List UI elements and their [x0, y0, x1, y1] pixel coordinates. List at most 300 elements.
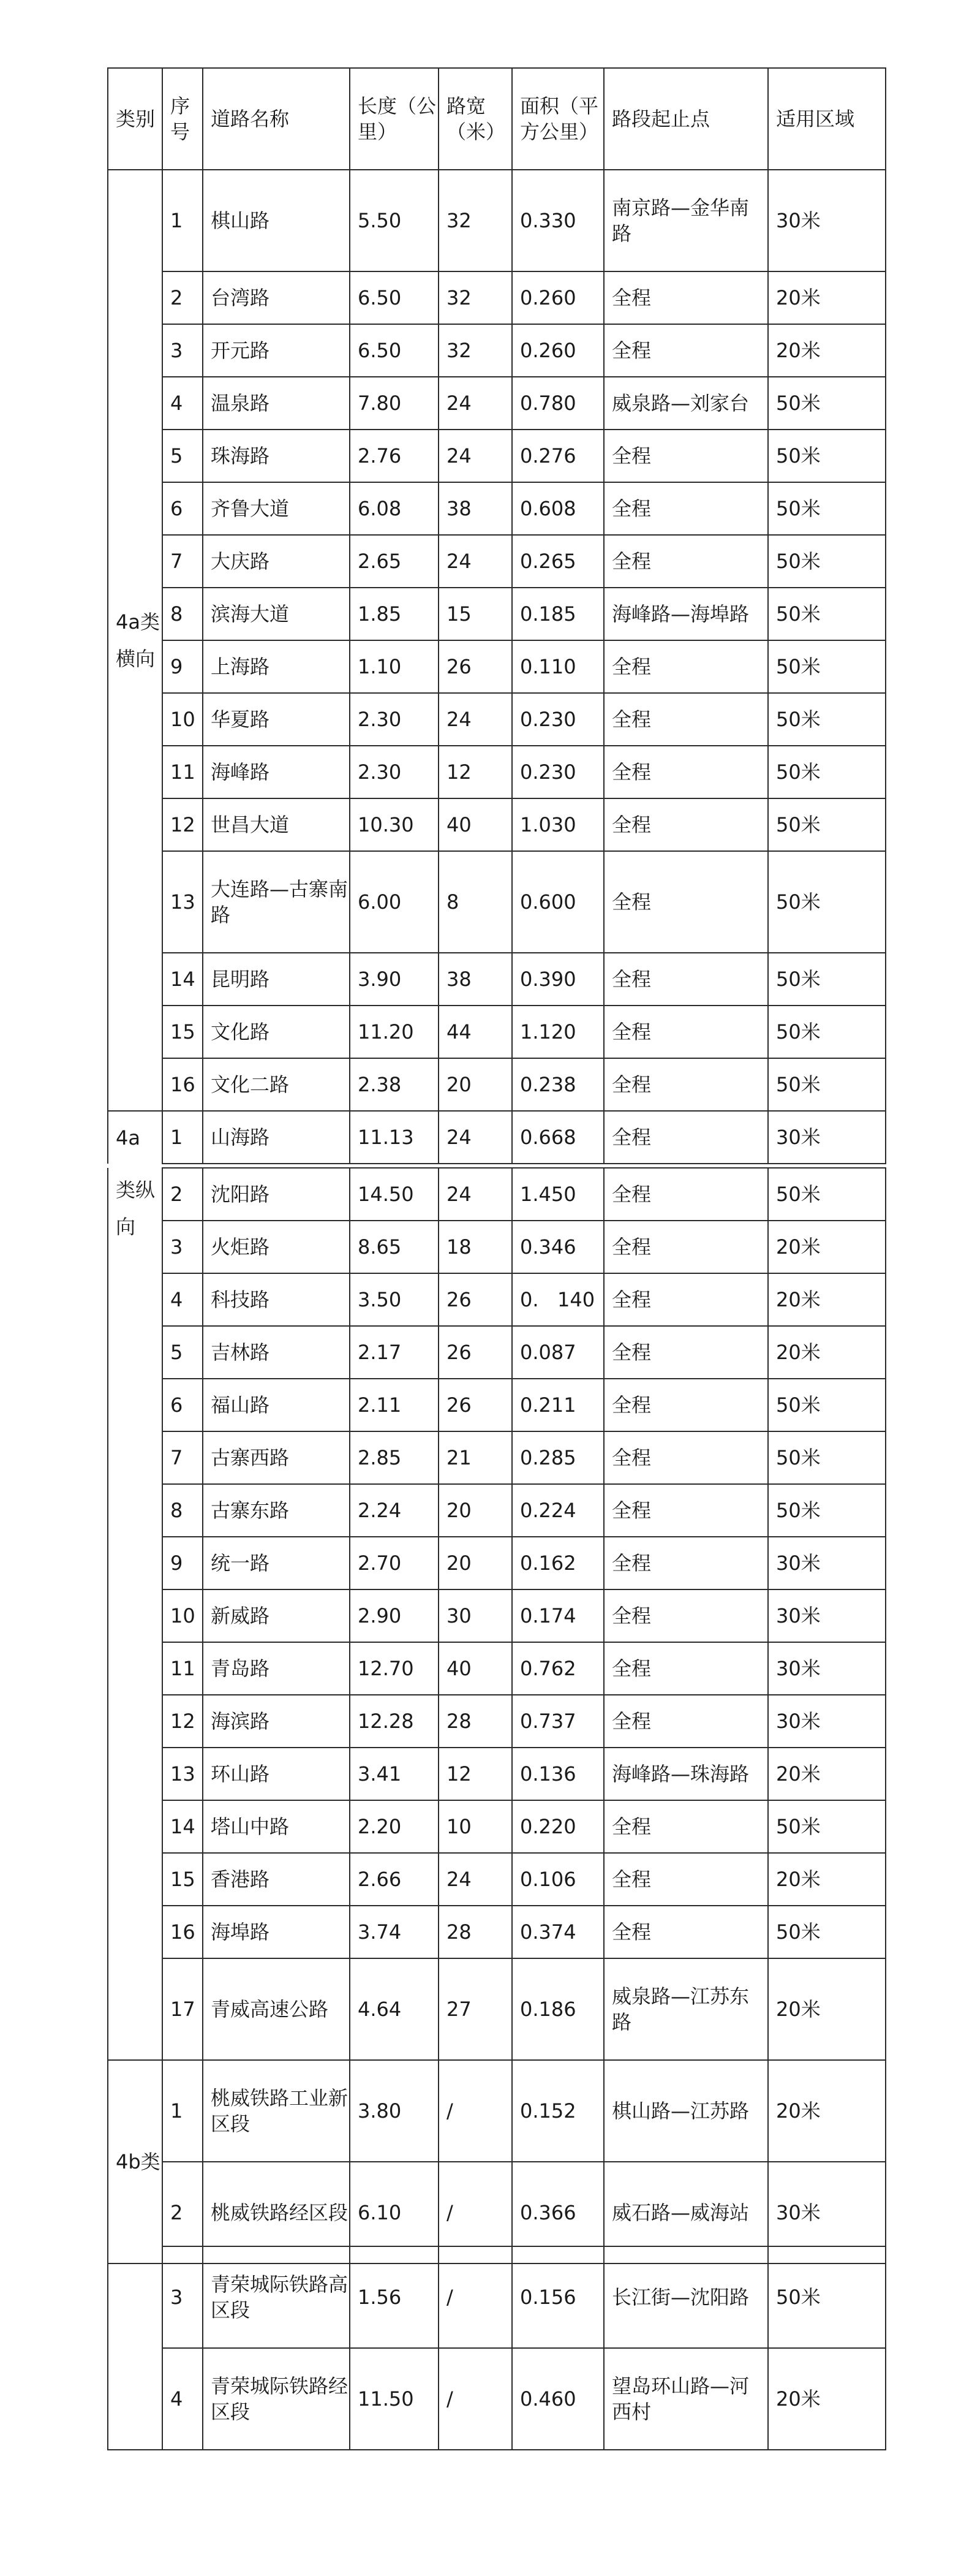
row-index: 12 — [162, 798, 203, 851]
width-m: 30 — [439, 1589, 512, 1642]
table-header-row — [108, 68, 886, 170]
header-area: 面积（平方公里） — [512, 68, 604, 170]
length-km: 12.28 — [350, 1695, 439, 1748]
width-m: 40 — [439, 1642, 512, 1695]
applicable-zone: 30米 — [768, 1589, 886, 1642]
row-index: 5 — [162, 430, 203, 482]
section-range: 全程 — [604, 1058, 768, 1111]
road-name: 青岛路 — [203, 1642, 350, 1695]
section-range: 全程 — [604, 1484, 768, 1537]
area-km2: 0.460 — [512, 2348, 604, 2450]
section-range: 全程 — [604, 640, 768, 693]
length-km: 11.13 — [350, 1111, 439, 1164]
road-table-part-3 — [107, 2246, 886, 2450]
applicable-zone: 20米 — [768, 1853, 886, 1906]
section-range: 全程 — [604, 1642, 768, 1695]
length-km: 2.66 — [350, 1853, 439, 1906]
road-name: 大连路—古寨南路 — [203, 851, 350, 953]
row-index: 9 — [162, 640, 203, 693]
width-m: / — [439, 2246, 512, 2348]
applicable-zone: 20米 — [768, 1273, 886, 1326]
section-range: 全程 — [604, 1006, 768, 1058]
length-km: 2.70 — [350, 1537, 439, 1589]
road-name: 青威高速公路 — [203, 1958, 350, 2060]
applicable-zone: 50米 — [768, 535, 886, 588]
area-km2: 0.156 — [512, 2246, 604, 2348]
applicable-zone: 50米 — [768, 377, 886, 430]
width-m: 26 — [439, 1326, 512, 1379]
applicable-zone: 50米 — [768, 1006, 886, 1058]
applicable-zone: 50米 — [768, 1484, 886, 1537]
road-name: 青荣城际铁路高区段 — [203, 2246, 350, 2348]
table-row — [108, 1484, 886, 1537]
table-row — [108, 1958, 886, 2060]
row-index: 14 — [162, 1800, 203, 1853]
table-row — [108, 693, 886, 746]
category-cell: 4b类 — [108, 2060, 162, 2263]
applicable-zone: 50米 — [768, 482, 886, 535]
header-zone: 适用区域 — [768, 68, 886, 170]
road-name: 福山路 — [203, 1379, 350, 1431]
area-km2: 0.152 — [512, 2060, 604, 2162]
table-row — [108, 1058, 886, 1111]
length-km: 14.50 — [350, 1168, 439, 1221]
section-range: 全程 — [604, 1906, 768, 1958]
road-name: 齐鲁大道 — [203, 482, 350, 535]
road-name: 沈阳路 — [203, 1168, 350, 1221]
length-km: 11.20 — [350, 1006, 439, 1058]
section-range: 全程 — [604, 851, 768, 953]
section-range: 南京路—金华南路 — [604, 170, 768, 271]
row-index: 10 — [162, 693, 203, 746]
length-km: 1.10 — [350, 640, 439, 693]
length-km: 10.30 — [350, 798, 439, 851]
header-width: 路宽（米） — [439, 68, 512, 170]
road-name: 古寨东路 — [203, 1484, 350, 1537]
section-range: 威泉路—刘家台 — [604, 377, 768, 430]
width-m: 32 — [439, 271, 512, 324]
area-km2: 0.211 — [512, 1379, 604, 1431]
length-km: 2.85 — [350, 1431, 439, 1484]
applicable-zone: 20米 — [768, 1221, 886, 1273]
road-name: 温泉路 — [203, 377, 350, 430]
area-km2: 0.276 — [512, 430, 604, 482]
section-range: 全程 — [604, 1853, 768, 1906]
applicable-zone: 30米 — [768, 1695, 886, 1748]
section-range: 全程 — [604, 1379, 768, 1431]
row-index: 11 — [162, 1642, 203, 1695]
road-name: 青荣城际铁路经区段 — [203, 2348, 350, 2450]
road-name: 台湾路 — [203, 271, 350, 324]
table-row — [108, 1748, 886, 1800]
area-km2: 0.374 — [512, 1906, 604, 1958]
applicable-zone: 50米 — [768, 798, 886, 851]
section-range: 全程 — [604, 1589, 768, 1642]
applicable-zone: 50米 — [768, 1168, 886, 1221]
applicable-zone: 50米 — [768, 588, 886, 640]
area-km2: 0. 140 — [512, 1273, 604, 1326]
width-m: 40 — [439, 798, 512, 851]
table-row — [108, 1006, 886, 1058]
row-index: 15 — [162, 1853, 203, 1906]
section-range: 全程 — [604, 1221, 768, 1273]
length-km: 2.30 — [350, 746, 439, 798]
header-index: 序号 — [162, 68, 203, 170]
width-m: / — [439, 2060, 512, 2162]
applicable-zone: 20米 — [768, 324, 886, 377]
table-row — [108, 170, 886, 271]
table-row — [108, 535, 886, 588]
area-km2: 0.366 — [512, 2162, 604, 2263]
section-range: 全程 — [604, 746, 768, 798]
road-name: 世昌大道 — [203, 798, 350, 851]
length-km: 2.17 — [350, 1326, 439, 1379]
applicable-zone: 50米 — [768, 1379, 886, 1431]
road-name: 滨海大道 — [203, 588, 350, 640]
area-km2: 0.285 — [512, 1431, 604, 1484]
road-name: 文化二路 — [203, 1058, 350, 1111]
area-km2: 0.230 — [512, 746, 604, 798]
row-index: 13 — [162, 851, 203, 953]
section-range: 全程 — [604, 1326, 768, 1379]
section-range: 全程 — [604, 324, 768, 377]
applicable-zone: 50米 — [768, 430, 886, 482]
length-km: 6.10 — [350, 2162, 439, 2263]
road-name: 环山路 — [203, 1748, 350, 1800]
applicable-zone: 50米 — [768, 1058, 886, 1111]
width-m: 24 — [439, 430, 512, 482]
area-km2: 1.450 — [512, 1168, 604, 1221]
length-km: 3.50 — [350, 1273, 439, 1326]
length-km: 6.50 — [350, 271, 439, 324]
length-km: 6.00 — [350, 851, 439, 953]
length-km: 5.50 — [350, 170, 439, 271]
section-range: 棋山路—江苏路 — [604, 2060, 768, 2162]
road-name: 华夏路 — [203, 693, 350, 746]
row-index: 1 — [162, 1111, 203, 1164]
length-km: 1.56 — [350, 2246, 439, 2348]
row-index: 1 — [162, 2060, 203, 2162]
width-m: 20 — [439, 1537, 512, 1589]
area-km2: 0.186 — [512, 1958, 604, 2060]
area-km2: 0.260 — [512, 324, 604, 377]
category-cell: 4a — [108, 1111, 162, 1164]
table-row — [108, 1168, 886, 1221]
length-km: 3.90 — [350, 953, 439, 1006]
table-row — [108, 1800, 886, 1853]
row-index: 4 — [162, 377, 203, 430]
area-km2: 0.238 — [512, 1058, 604, 1111]
length-km: 2.38 — [350, 1058, 439, 1111]
length-km: 2.90 — [350, 1589, 439, 1642]
road-name: 新威路 — [203, 1589, 350, 1642]
length-km: 1.85 — [350, 588, 439, 640]
area-km2: 0.162 — [512, 1537, 604, 1589]
applicable-zone: 30米 — [768, 170, 886, 271]
road-name: 香港路 — [203, 1853, 350, 1906]
section-range: 全程 — [604, 953, 768, 1006]
header-section: 路段起止点 — [604, 68, 768, 170]
length-km: 6.50 — [350, 324, 439, 377]
applicable-zone: 50米 — [768, 1800, 886, 1853]
row-index: 4 — [162, 2348, 203, 2450]
width-m: 44 — [439, 1006, 512, 1058]
area-km2: 0.110 — [512, 640, 604, 693]
table-row — [108, 1326, 886, 1379]
road-name: 海埠路 — [203, 1906, 350, 1958]
table-row — [108, 2348, 886, 2450]
road-name: 统一路 — [203, 1537, 350, 1589]
road-name: 古寨西路 — [203, 1431, 350, 1484]
table-row — [108, 1642, 886, 1695]
row-index: 13 — [162, 1748, 203, 1800]
table-row — [108, 2060, 886, 2162]
table-row — [108, 2246, 886, 2348]
area-km2: 1.030 — [512, 798, 604, 851]
road-name: 棋山路 — [203, 170, 350, 271]
applicable-zone: 50米 — [768, 693, 886, 746]
table-row — [108, 1221, 886, 1273]
section-range: 全程 — [604, 1800, 768, 1853]
width-m: 28 — [439, 1695, 512, 1748]
width-m: 24 — [439, 693, 512, 746]
applicable-zone: 50米 — [768, 746, 886, 798]
applicable-zone: 20米 — [768, 1958, 886, 2060]
section-range: 威泉路—江苏东路 — [604, 1958, 768, 2060]
row-index: 2 — [162, 271, 203, 324]
section-range: 海峰路—海埠路 — [604, 588, 768, 640]
length-km: 2.24 — [350, 1484, 439, 1537]
width-m: 20 — [439, 1484, 512, 1537]
table-row — [108, 482, 886, 535]
width-m: 24 — [439, 1168, 512, 1221]
road-name: 吉林路 — [203, 1326, 350, 1379]
table-row — [108, 640, 886, 693]
header-category: 类别 — [108, 68, 162, 170]
row-index: 4 — [162, 1273, 203, 1326]
area-km2: 0.668 — [512, 1111, 604, 1164]
length-km: 3.80 — [350, 2060, 439, 2162]
length-km: 4.64 — [350, 1958, 439, 2060]
table-row — [108, 430, 886, 482]
applicable-zone: 20米 — [768, 1326, 886, 1379]
road-name: 大庆路 — [203, 535, 350, 588]
applicable-zone: 20米 — [768, 2348, 886, 2450]
applicable-zone: 30米 — [768, 1642, 886, 1695]
row-index: 8 — [162, 1484, 203, 1537]
applicable-zone: 20米 — [768, 271, 886, 324]
row-index: 11 — [162, 746, 203, 798]
road-name: 科技路 — [203, 1273, 350, 1326]
road-name: 文化路 — [203, 1006, 350, 1058]
row-index: 16 — [162, 1058, 203, 1111]
area-km2: 0.608 — [512, 482, 604, 535]
area-km2: 0.174 — [512, 1589, 604, 1642]
applicable-zone: 50米 — [768, 1431, 886, 1484]
length-km: 6.08 — [350, 482, 439, 535]
table-row — [108, 1853, 886, 1906]
width-m: 10 — [439, 1800, 512, 1853]
width-m: 12 — [439, 746, 512, 798]
section-range: 威石路—威海站 — [604, 2162, 768, 2263]
applicable-zone: 50米 — [768, 1906, 886, 1958]
road-name: 上海路 — [203, 640, 350, 693]
table-row — [108, 271, 886, 324]
row-index: 7 — [162, 535, 203, 588]
section-range: 全程 — [604, 271, 768, 324]
applicable-zone: 20米 — [768, 2060, 886, 2162]
row-index: 6 — [162, 1379, 203, 1431]
width-m: 32 — [439, 170, 512, 271]
width-m: 15 — [439, 588, 512, 640]
area-km2: 0.087 — [512, 1326, 604, 1379]
road-name: 开元路 — [203, 324, 350, 377]
row-index: 3 — [162, 2246, 203, 2348]
area-km2: 0.737 — [512, 1695, 604, 1748]
width-m: 12 — [439, 1748, 512, 1800]
applicable-zone: 50米 — [768, 953, 886, 1006]
width-m: 26 — [439, 640, 512, 693]
table-row — [108, 798, 886, 851]
row-index: 14 — [162, 953, 203, 1006]
row-index: 2 — [162, 1168, 203, 1221]
row-index: 10 — [162, 1589, 203, 1642]
road-name: 桃威铁路经区段 — [203, 2162, 350, 2263]
area-km2: 0.136 — [512, 1748, 604, 1800]
road-name: 山海路 — [203, 1111, 350, 1164]
width-m: 24 — [439, 377, 512, 430]
row-index: 12 — [162, 1695, 203, 1748]
section-range: 全程 — [604, 1111, 768, 1164]
area-km2: 0.762 — [512, 1642, 604, 1695]
table-row — [108, 1906, 886, 1958]
width-m: 24 — [439, 535, 512, 588]
section-range: 全程 — [604, 1168, 768, 1221]
width-m: 18 — [439, 1221, 512, 1273]
row-index: 16 — [162, 1906, 203, 1958]
length-km: 2.30 — [350, 693, 439, 746]
table-row — [108, 1537, 886, 1589]
row-index: 9 — [162, 1537, 203, 1589]
length-km: 7.80 — [350, 377, 439, 430]
width-m: / — [439, 2162, 512, 2263]
area-km2: 0.600 — [512, 851, 604, 953]
section-range: 全程 — [604, 535, 768, 588]
row-index: 2 — [162, 2162, 203, 2263]
row-index: 5 — [162, 1326, 203, 1379]
header-length: 长度（公里） — [350, 68, 439, 170]
section-range: 全程 — [604, 482, 768, 535]
applicable-zone: 50米 — [768, 2246, 886, 2348]
road-name: 火炬路 — [203, 1221, 350, 1273]
length-km: 3.74 — [350, 1906, 439, 1958]
header-road-name: 道路名称 — [203, 68, 350, 170]
row-index: 6 — [162, 482, 203, 535]
category-cell: 4a类横向 — [108, 170, 162, 1111]
length-km: 2.11 — [350, 1379, 439, 1431]
table-row — [108, 851, 886, 953]
length-km: 8.65 — [350, 1221, 439, 1273]
area-km2: 0.106 — [512, 1853, 604, 1906]
applicable-zone: 30米 — [768, 1537, 886, 1589]
area-km2: 0.220 — [512, 1800, 604, 1853]
length-km: 2.20 — [350, 1800, 439, 1853]
table-row — [108, 377, 886, 430]
applicable-zone: 30米 — [768, 1111, 886, 1164]
row-index: 8 — [162, 588, 203, 640]
area-km2: 0.390 — [512, 953, 604, 1006]
length-km: 11.50 — [350, 2348, 439, 2450]
width-m: 24 — [439, 1111, 512, 1164]
section-range: 全程 — [604, 798, 768, 851]
table-row — [108, 588, 886, 640]
width-m: 26 — [439, 1379, 512, 1431]
table-row — [108, 1431, 886, 1484]
area-km2: 0.780 — [512, 377, 604, 430]
category-cell-empty — [108, 2246, 162, 2450]
road-table-part-2 — [107, 1167, 886, 2264]
area-km2: 0.346 — [512, 1221, 604, 1273]
row-index: 3 — [162, 324, 203, 377]
area-km2: 0.185 — [512, 588, 604, 640]
table-row — [108, 1379, 886, 1431]
row-index: 1 — [162, 170, 203, 271]
road-table-part-1 — [107, 67, 886, 1164]
width-m: 21 — [439, 1431, 512, 1484]
area-km2: 0.230 — [512, 693, 604, 746]
section-range: 全程 — [604, 693, 768, 746]
row-index: 7 — [162, 1431, 203, 1484]
table-row — [108, 953, 886, 1006]
section-range: 望岛环山路—河西村 — [604, 2348, 768, 2450]
area-km2: 0.224 — [512, 1484, 604, 1537]
section-range: 长江街—沈阳路 — [604, 2246, 768, 2348]
table-row — [108, 1695, 886, 1748]
applicable-zone: 30米 — [768, 2162, 886, 2263]
category-cell: 类纵向 — [108, 1168, 162, 2060]
table-row — [108, 1111, 886, 1164]
length-km: 12.70 — [350, 1642, 439, 1695]
width-m: 32 — [439, 324, 512, 377]
road-name: 塔山中路 — [203, 1800, 350, 1853]
table-row — [108, 324, 886, 377]
road-name: 珠海路 — [203, 430, 350, 482]
length-km: 2.76 — [350, 430, 439, 482]
row-index: 15 — [162, 1006, 203, 1058]
width-m: 24 — [439, 1853, 512, 1906]
area-km2: 1.120 — [512, 1006, 604, 1058]
table-row — [108, 746, 886, 798]
road-name: 桃威铁路工业新区段 — [203, 2060, 350, 2162]
length-km: 3.41 — [350, 1748, 439, 1800]
width-m: 8 — [439, 851, 512, 953]
area-km2: 0.260 — [512, 271, 604, 324]
width-m: 28 — [439, 1906, 512, 1958]
section-range: 全程 — [604, 1273, 768, 1326]
area-km2: 0.265 — [512, 535, 604, 588]
length-km: 2.65 — [350, 535, 439, 588]
width-m: 26 — [439, 1273, 512, 1326]
applicable-zone: 50米 — [768, 851, 886, 953]
table-row — [108, 1589, 886, 1642]
section-range: 全程 — [604, 1537, 768, 1589]
width-m: 20 — [439, 1058, 512, 1111]
road-name: 海峰路 — [203, 746, 350, 798]
row-index: 17 — [162, 1958, 203, 2060]
width-m: 38 — [439, 953, 512, 1006]
road-name: 昆明路 — [203, 953, 350, 1006]
width-m: 38 — [439, 482, 512, 535]
